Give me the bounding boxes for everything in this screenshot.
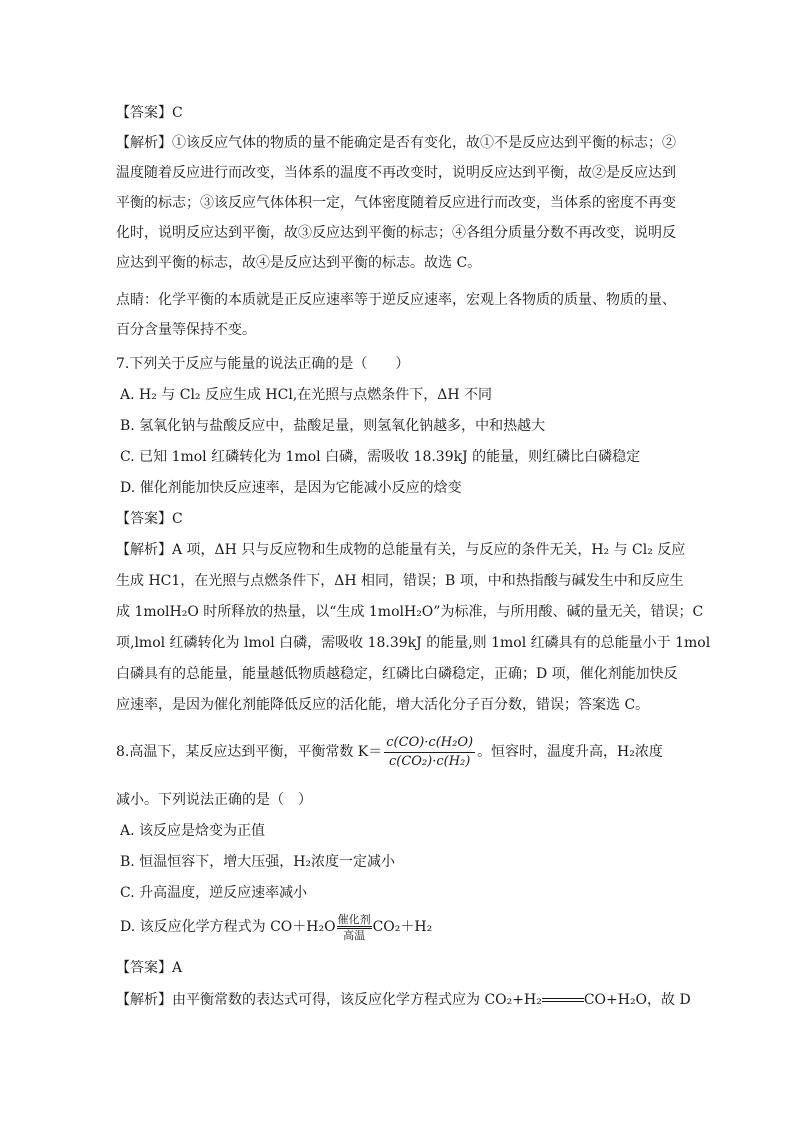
analysis-2-line: 【解析】A 项，ΔH 只与反应物和生成物的总能量有关，与反应的条件无关，H₂ 与 Cl₂ 反应 <box>116 542 686 558</box>
question-8-stem-line-2: 减小。下列说法正确的是（ ） <box>116 792 312 808</box>
analysis-1-line: 化时，说明反应达到平衡，故③反应达到平衡的标志；④各组分质量分数不再改变，说明反 <box>116 225 676 241</box>
reversible-arrow-icon <box>542 997 584 1003</box>
question-8-option-a: A. 该反应是焓变为正值 <box>120 823 266 839</box>
analysis-2-line: 项,lmol 红磷转化为 lmol 白磷，需吸收 18.39kJ 的能量,则 1mol 红磷具有的总能量小于 1mol <box>116 635 711 651</box>
analysis-3-line <box>116 990 691 1010</box>
answer-2: 【答案】C <box>116 511 183 527</box>
question-7-option-d: D. 催化剂能加快反应速率，是因为它能减小反应的焓变 <box>120 480 462 496</box>
question-7-option-c: C. 已知 1mol 红磷转化为 1mol 白磷，需吸收 18.39kJ 的能量，则红磷比白磷稳定 <box>120 449 641 465</box>
option-d-pre: D. 该反应化学方程式为 CO＋H₂O <box>120 919 336 935</box>
question-7-option-a: A. H₂ 与 Cl₂ 反应生成 HCl,在光照与点燃条件下，ΔH 不同 <box>120 387 493 403</box>
reaction-condition <box>337 913 372 942</box>
equilibrium-constant-fraction <box>384 734 475 771</box>
question-7-stem: 7.下列关于反应与能量的说法正确的是（ ） <box>116 356 410 372</box>
answer-3: 【答案】A <box>116 960 183 976</box>
analysis-1-line: 应达到平衡的标志，故④是反应达到平衡的标志。故选 C。 <box>116 255 482 271</box>
condition-catalyst: 催化剂 <box>337 913 372 929</box>
question-8-option-d <box>120 912 432 942</box>
question-8-stem-pre: 8.高温下，某反应达到平衡，平衡常数 K＝ <box>116 744 383 760</box>
condition-high-temp: 高温 <box>343 928 366 942</box>
question-8-option-b: B. 恒温恒容下，增大压强，H₂浓度一定减小 <box>120 854 396 870</box>
analysis-2-line: 白磷具有的总能量，能量越低物质越稳定，红磷比白磷稳定，正确；D 项，催化剂能加快反 <box>116 666 678 682</box>
question-8-stem-post: 。恒容时，温度升高，H₂浓度 <box>477 744 663 760</box>
analysis-3-post: CO+H₂O，故 D <box>583 992 691 1008</box>
question-8-option-c: C. 升高温度，逆反应速率减小 <box>120 885 308 901</box>
fraction-numerator: c(CO)·c(H₂O) <box>384 734 475 753</box>
analysis-2-line: 成 1molH₂O 时所释放的热量，以“生成 1molH₂O”为标准，与所用酸、碱的量无关，错误；C <box>116 604 704 620</box>
analysis-2-line: 生成 HC1，在光照与点燃条件下，ΔH 相同，错误；B 项，中和热指酸与碱发生中和反应生 <box>116 573 684 589</box>
analysis-3-pre: 【解析】由平衡常数的表达式可得，该反应化学方程式应为 CO₂+H₂ <box>116 992 542 1008</box>
analysis-1-line: 平衡的标志；③该反应气体体积一定，气体密度随着反应进行而改变，当体系的密度不再变 <box>116 195 676 211</box>
fraction-denominator: c(CO₂)·c(H₂) <box>388 753 471 769</box>
answer-1: 【答案】C <box>116 105 183 121</box>
note-line: 百分含量等保持不变。 <box>116 322 256 338</box>
analysis-1-line: 【解析】①该反应气体的物质的量不能确定是否有变化，故①不是反应达到平衡的标志；② <box>116 135 676 151</box>
option-d-post: CO₂＋H₂ <box>372 919 433 935</box>
analysis-1-line: 温度随着反应进行而改变，当体系的温度不再改变时，说明反应达到平衡，故②是反应达到 <box>116 165 676 181</box>
note-line: 点睛：化学平衡的本质就是正反应速率等于逆反应速率，宏观上各物质的质量、物质的量、 <box>116 292 676 308</box>
question-7-option-b: B. 氢氧化钠与盐酸反应中，盐酸足量，则氢氧化钠越多，中和热越大 <box>120 418 546 434</box>
question-8-stem <box>116 733 663 771</box>
analysis-2-line: 应速率，是因为催化剂能降低反应的活化能，增大活化分子百分数，错误；答案选 C。 <box>116 697 650 713</box>
